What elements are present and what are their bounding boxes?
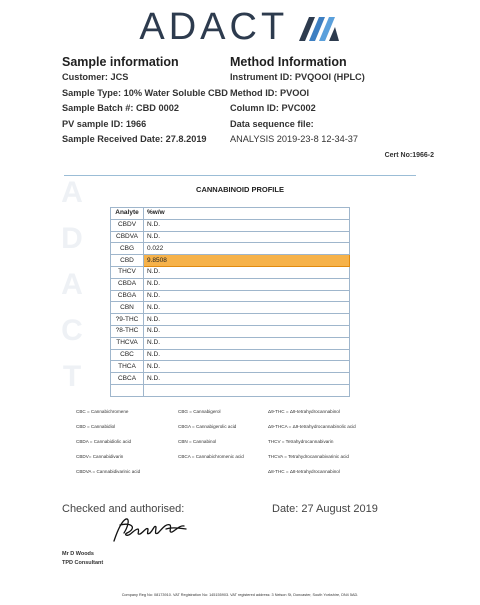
- legend-item: CBC = Cannabichromene: [76, 409, 129, 414]
- legend-item: CBDVA = Cannabidivarinic acid: [76, 469, 141, 474]
- sample-info-row: PV sample ID: 1966: [62, 118, 147, 129]
- table-row: [111, 325, 350, 337]
- method-info-heading: Method Information: [230, 55, 347, 69]
- legend-item: THCVA = Tetrahydrocannabivarinic acid: [268, 454, 349, 459]
- analyte-cell: CBG: [111, 243, 144, 255]
- analyte-cell: ?9-THC: [111, 314, 144, 326]
- legend-item: Δ8-THC = Δ8-tetrahydrocannabinol: [268, 469, 340, 474]
- legend-item: CBD = Cannabidiol: [76, 424, 116, 429]
- value-cell: N.D.: [144, 219, 350, 231]
- value-cell: [144, 384, 350, 396]
- signer-title: TPD Consultant: [62, 560, 104, 566]
- signer-block: [62, 550, 103, 568]
- sample-info-list: [62, 70, 228, 148]
- value-cell: N.D.: [144, 349, 350, 361]
- watermark: [52, 170, 92, 400]
- legend-item: Δ9-THCA = Δ9-tetrahydrocannabinolic acid: [268, 424, 356, 429]
- table-row: [111, 243, 350, 255]
- watermark-letter: T: [62, 360, 82, 393]
- legend-item: THCV = Tetrahydrocannabivarin: [268, 439, 334, 444]
- method-info-row: ANALYSIS 2019-23-8 12-34-37: [230, 134, 359, 144]
- date-label: Date: 27 August 2019: [272, 503, 378, 515]
- analyte-cell: CBD: [111, 255, 144, 267]
- table-header-row: [111, 208, 350, 220]
- value-cell: N.D.: [144, 231, 350, 243]
- analyte-cell: [111, 384, 144, 396]
- legend-item: CBDV= Cannabidivarin: [76, 454, 124, 459]
- analyte-cell: CBDV: [111, 219, 144, 231]
- method-info-list: [230, 70, 365, 148]
- value-cell: N.D.: [144, 325, 350, 337]
- method-info-row: Data sequence file:: [230, 118, 314, 129]
- method-info-row: Column ID: PVC002: [230, 103, 316, 113]
- table-row: [111, 361, 350, 373]
- value-cell: N.D.: [144, 266, 350, 278]
- table-row: [111, 302, 350, 314]
- legend-item: CBG = Cannabigerol: [178, 409, 221, 414]
- logo-mark-icon: [297, 13, 341, 43]
- table-row: [111, 266, 350, 278]
- cannabinoid-table: [110, 207, 350, 397]
- value-cell: N.D.: [144, 278, 350, 290]
- analyte-cell: THCA: [111, 361, 144, 373]
- analyte-cell: CBDVA: [111, 231, 144, 243]
- column-header: Analyte: [111, 208, 144, 220]
- method-info-row: Instrument ID: PVQOOI (HPLC): [230, 72, 365, 82]
- sample-info-row: Sample Received Date: 27.8.2019: [62, 134, 207, 144]
- legend-item: CBCA = Cannabichromenic acid: [178, 454, 244, 459]
- cert-number: Cert No:1966-2: [384, 152, 434, 159]
- profile-title: CANNABINOID PROFILE: [196, 185, 284, 194]
- legend-item: Δ9-THC = Δ9-tetrahydrocannabinol: [268, 409, 340, 414]
- analyte-cell: CBN: [111, 302, 144, 314]
- signature-icon: [110, 515, 190, 545]
- signer-name: Mr D Woods: [62, 551, 94, 557]
- analyte-cell: CBGA: [111, 290, 144, 302]
- legend-item: CBDA = Cannabidiolic acid: [76, 439, 132, 444]
- legend-column-1: [76, 409, 140, 484]
- column-header: %w/w: [144, 208, 350, 220]
- analyte-cell: CBC: [111, 349, 144, 361]
- method-info-row: Method ID: PVOOI: [230, 87, 310, 98]
- table-row: [111, 278, 350, 290]
- analyte-cell: ?8-THC: [111, 325, 144, 337]
- value-cell: N.D.: [144, 290, 350, 302]
- table-row: [111, 337, 350, 349]
- legend-item: CBN = Cannabinol: [178, 439, 217, 444]
- value-cell: N.D.: [144, 314, 350, 326]
- analyte-cell: THCVA: [111, 337, 144, 349]
- company-logo: [0, 6, 480, 48]
- watermark-letter: A: [61, 176, 83, 209]
- table-row: [111, 290, 350, 302]
- watermark-letter: D: [61, 222, 83, 255]
- value-cell: 0.022: [144, 243, 350, 255]
- legend-column-2: [178, 409, 244, 469]
- value-cell: N.D.: [144, 373, 350, 385]
- table-row-empty: [111, 384, 350, 396]
- table-row: [111, 373, 350, 385]
- analyte-cell: CBCA: [111, 373, 144, 385]
- table-row: [111, 314, 350, 326]
- table-row-highlighted: [111, 255, 350, 267]
- analyte-cell: THCV: [111, 266, 144, 278]
- value-cell: N.D.: [144, 337, 350, 349]
- legend-column-3: [268, 409, 356, 484]
- sample-info-heading: Sample information: [62, 55, 179, 69]
- watermark-letter: A: [61, 268, 83, 301]
- footer-text: Company Reg No: 08173910. VAT Registration No: 145155903. VAT registered address: 3 Nelson St, Doncaster, South Yorkshire, DN4 5AD.: [121, 593, 359, 597]
- sample-info-row: Customer: JCS: [62, 72, 129, 82]
- table-row: [111, 231, 350, 243]
- sample-info-row: Sample Batch #: CBD 0002: [62, 103, 179, 113]
- table-row: [111, 219, 350, 231]
- checked-label: Checked and authorised:: [62, 503, 185, 515]
- watermark-letter: C: [61, 314, 83, 347]
- table-row: [111, 349, 350, 361]
- analyte-cell: CBDA: [111, 278, 144, 290]
- value-cell: N.D.: [144, 361, 350, 373]
- logo-text: ADACT: [139, 6, 289, 48]
- value-cell-highlighted: 9.8508: [144, 255, 350, 267]
- value-cell: N.D.: [144, 302, 350, 314]
- sample-info-row: Sample Type: 10% Water Soluble CBD: [62, 87, 228, 98]
- legend-item: CBGA = Cannabigerolic acid: [178, 424, 237, 429]
- divider: [64, 175, 416, 176]
